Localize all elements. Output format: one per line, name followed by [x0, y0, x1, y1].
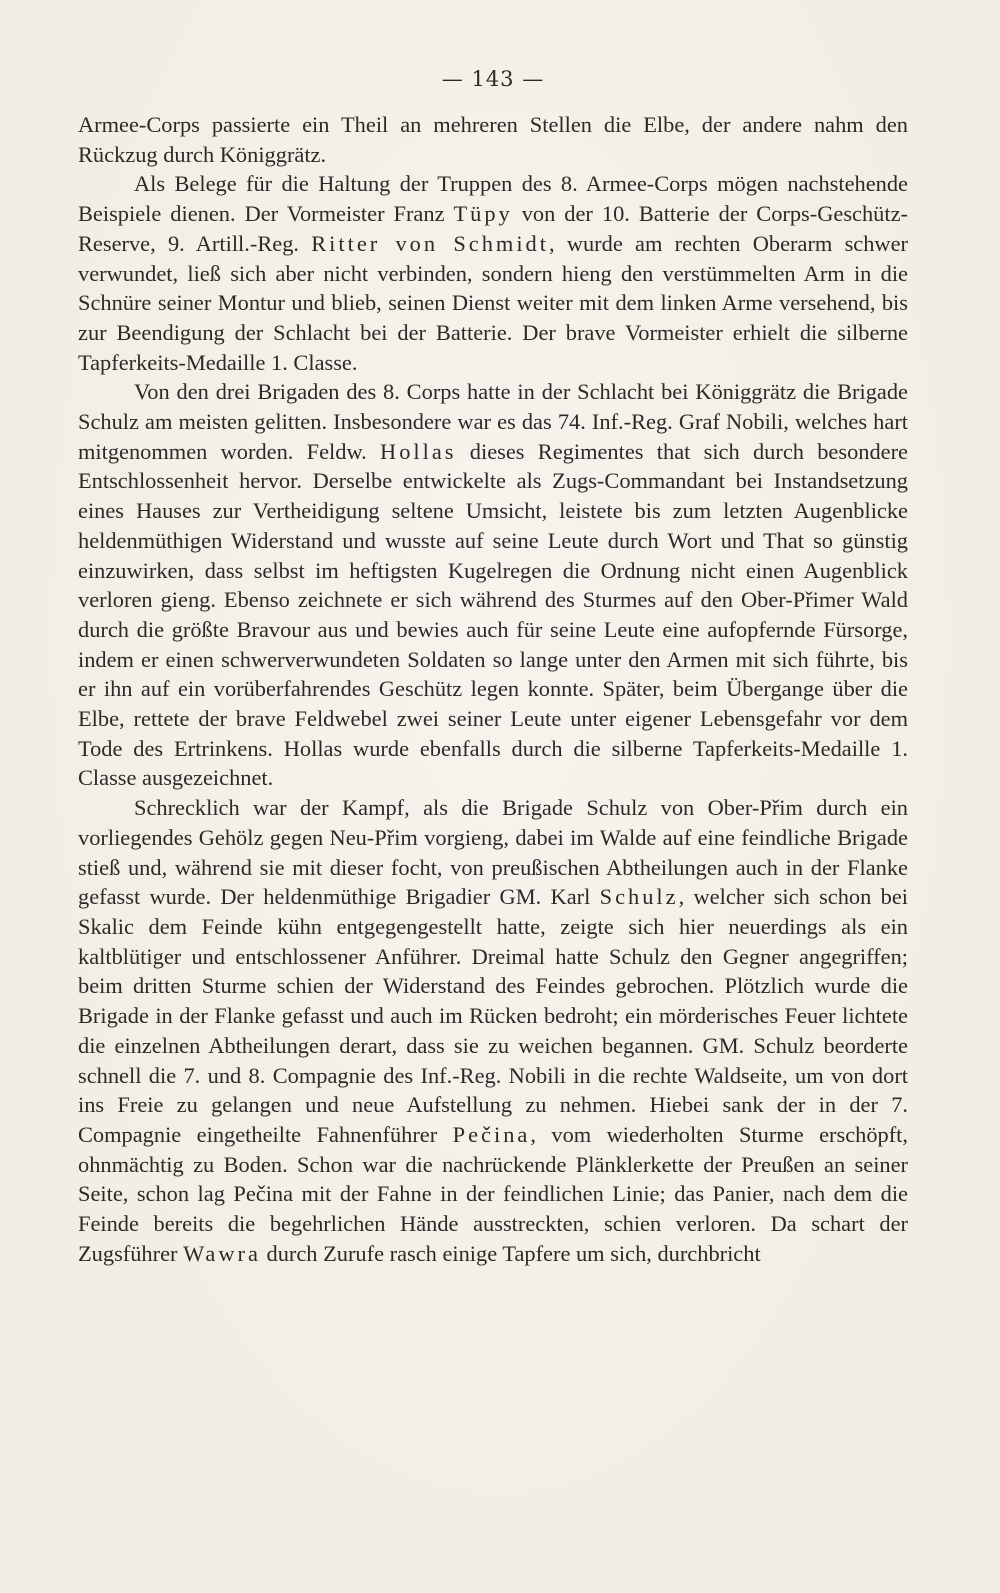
spaced-name: Wawra: [183, 1240, 261, 1266]
page-number: — 143 —: [441, 67, 545, 91]
text-segment: , vom wiederholten Sturme erschöpft, ohnmächtig zu Boden. Schon war die nachrückende Plänklerkette der Preußen an seiner Seite, schon lag Pečina mit der Fahne in der feindlichen Linie; das Panier, nach dem die Feinde bereits die begehrlichen Hände ausstreckten, schien verloren. Da schart der Zugsführer: [78, 1121, 909, 1266]
paragraph: [78, 793, 908, 1268]
spaced-name: Ritter von Schmidt: [311, 230, 549, 256]
text-segment: Als Belege für die Haltung der Truppen des 8. Armee-Corps mögen nachstehende Beispiele dienen. Der Vormeister Franz: [78, 171, 908, 227]
paragraph: [78, 110, 908, 169]
text-segment: Armee-Corps passierte ein Theil an mehreren Stellen die Elbe, der andere nahm den Rückzug durch Königgrätz.: [78, 112, 908, 167]
spaced-name: Pečina: [452, 1121, 531, 1147]
text-segment: dieses Regimentes that sich durch besondere Entschlossenheit hervor. Derselbe entwickelte als Zugs-Commandant bei Instandsetzung eines Hauses zur Vertheidigung seltene Umsicht, leistete bis zum letzten Augenblicke heldenmüthigen Widerstand und wusste auf seine Leute durch Wort und That so günstig einzuwirken, dass selbst im heftigsten Kugelregen die Ordnung nicht einen Augenblick verloren gieng. Ebenso zeichnete er sich während des Sturmes auf den Ober-Přimer Wald durch die größte Bravour aus und bewies auch für seine Leute eine aufopfernde Fürsorge, indem er einen schwerverwundeten Soldaten so lange unter den Armen mit sich führte, bis er ihn auf ein vorüberfahrendes Geschütz legen konnte. Später, beim Übergange über die Elbe, rettete der brave Feldwebel zwei seiner Leute unter eigener Lebensgefahr vor dem Tode des Ertrinkens. Hollas wurde ebenfalls durch die silberne Tapferkeits-Medaille 1. Classe ausgezeichnet.: [78, 438, 908, 791]
paragraph: [78, 169, 908, 377]
spaced-name: Schulz: [599, 884, 679, 910]
text-segment: durch Zurufe rasch einige Tapfere um sich, durchbricht: [260, 1240, 761, 1266]
text-segment: Schrecklich war der Kampf, als die Brigade Schulz von Ober-Přim durch ein vorliegendes Gehölz gegen Neu-Přim vorgieng, dabei im Walde auf eine feindliche Brigade stieß und, während sie mit dieser focht, von preußischen Abtheilungen auch in der Flanke gefasst wurde. Der heldenmüthige Brigadier GM. Karl: [78, 795, 908, 910]
text-segment: von der 10. Batterie der Corps-Geschütz-Reserve, 9. Artill.-Reg.: [78, 201, 908, 256]
text-segment: Von den drei Brigaden des 8. Corps hatte in der Schlacht bei Königgrätz die Brigade Schulz am meisten gelitten. Insbesondere war es das 74. Inf.-Reg. Graf Nobili, welches hart mitgenommen worden. Feldw.: [78, 379, 908, 464]
spaced-name: Hollas: [380, 438, 457, 464]
text-segment: , wurde am rechten Oberarm schwer verwundet, ließ sich aber nicht verbinden, sondern hieng den verstümmelten Arm in die Schnüre seiner Montur und blieb, seinen Dienst weiter mit dem linken Arme versehend, bis zur Beendigung der Schlacht bei der Batterie. Der brave Vormeister erhielt die silberne Tapferkeits-Medaille 1. Classe.: [78, 230, 908, 375]
spaced-name: Tüpy: [453, 201, 513, 227]
text-segment: , welcher sich schon bei Skalic dem Feinde kühn entgegengestellt hatte, zeigte sich hier neuerdings als ein kaltblütiger und entschlossener Anführer. Dreimal hatte Schulz den Gegner angegriffen; beim dritten Sturme schien der Widerstand des Feindes gebrochen. Plötzlich wurde die Brigade in der Flanke gefasst und auch im Rücken bedroht; ein mörderisches Feuer lichtete die einzelnen Abtheilungen derart, dass sie zu weichen begannen. GM. Schulz beorderte schnell die 7. und 8. Compagnie des Inf.-Reg. Nobili in die rechte Waldseite, um von dort ins Freie zu gelangen und neue Aufstellung zu nehmen. Hiebei sank der in der 7. Compagnie eingetheilte Fahnenführer: [78, 884, 908, 1147]
body-text: [78, 110, 908, 1268]
paragraph: [78, 377, 908, 793]
